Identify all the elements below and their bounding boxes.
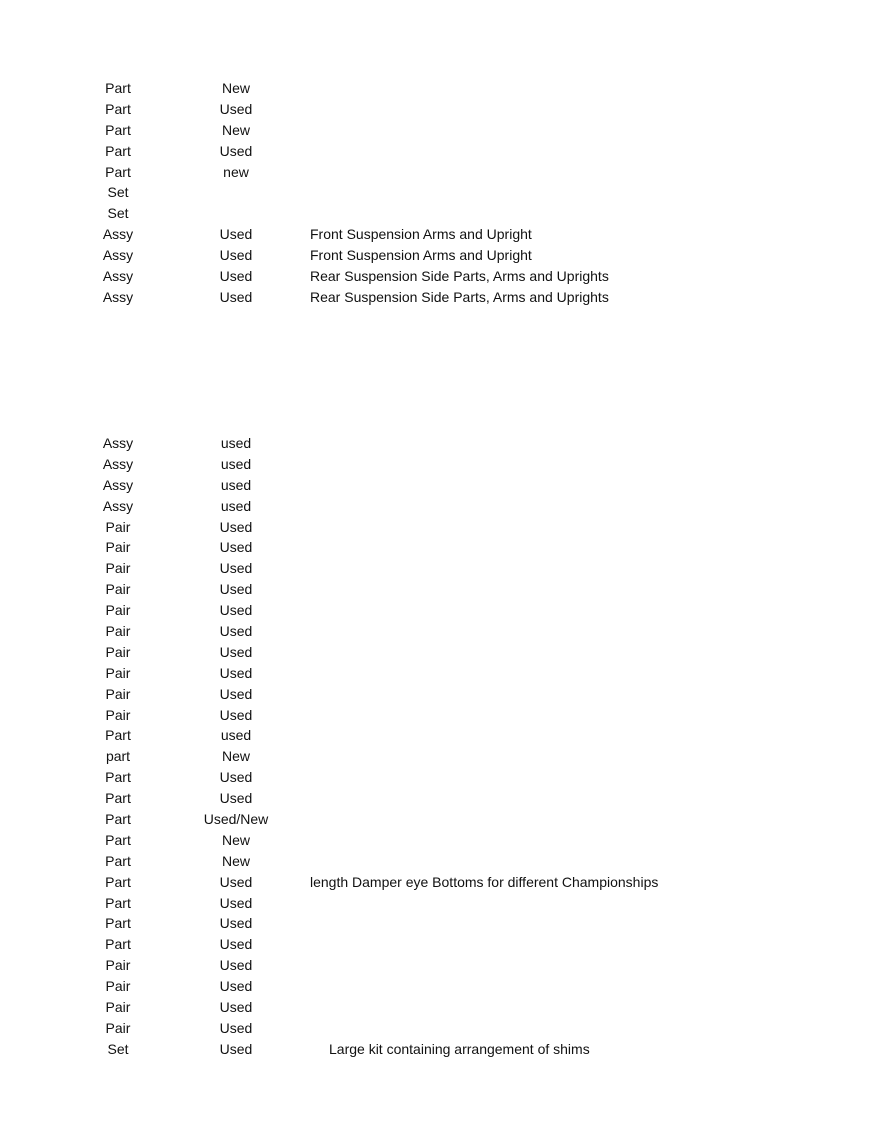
table-row [0, 746, 880, 767]
table-row [0, 537, 880, 558]
unit-cell: Assy [102, 226, 134, 243]
unit-cell: Pair [105, 664, 131, 681]
unit-cell: Part [105, 790, 131, 807]
unit-cell: Assy [102, 268, 134, 285]
unit-cell: Part [105, 80, 131, 96]
table-row [0, 99, 880, 120]
table-row [0, 266, 880, 287]
unit-cell: Part [105, 915, 131, 932]
condition-cell: Used [219, 1019, 253, 1036]
condition-cell: Used [219, 790, 253, 807]
unit-cell: Assy [102, 288, 134, 305]
condition-cell: Used [219, 999, 253, 1016]
condition-cell: used [220, 497, 252, 514]
condition-cell: Used [219, 873, 253, 890]
unit-cell: Pair [105, 978, 131, 995]
unit-cell: Pair [105, 602, 131, 619]
table-row [0, 245, 880, 266]
table-row [0, 579, 880, 600]
table-row [0, 830, 880, 851]
unit-cell: Part [105, 727, 131, 744]
table-row [0, 600, 880, 621]
unit-cell: Pair [105, 643, 131, 660]
table-row [0, 203, 880, 224]
table-row [0, 517, 880, 538]
table-row [0, 934, 880, 955]
table-row [0, 558, 880, 579]
condition-cell: Used [219, 100, 253, 117]
table-row [0, 141, 880, 162]
table-row [0, 642, 880, 663]
unit-cell: Part [105, 100, 131, 117]
unit-cell: Pair [105, 581, 131, 598]
condition-cell: Used [219, 894, 253, 911]
table-row [0, 182, 880, 203]
condition-cell: New [221, 831, 251, 848]
condition-cell: Used [219, 288, 253, 305]
table-row [0, 997, 880, 1018]
condition-cell: Used [219, 226, 253, 243]
condition-cell: Used [219, 936, 253, 953]
condition-cell: Used [219, 539, 253, 556]
note-cell: length Damper eye Bottoms for different Championships [310, 873, 659, 890]
condition-cell: new [223, 163, 249, 180]
table-row [0, 684, 880, 705]
table-row [0, 705, 880, 726]
condition-cell: Used [219, 957, 253, 974]
unit-cell: part [105, 748, 131, 765]
unit-cell: Part [105, 831, 131, 848]
unit-cell: Part [105, 163, 131, 180]
unit-cell: Pair [105, 623, 131, 640]
table-row [0, 725, 880, 746]
condition-cell: Used [219, 560, 253, 577]
condition-cell: Used [219, 664, 253, 681]
condition-cell: Used [219, 978, 253, 995]
table-row [0, 893, 880, 914]
table-row [0, 287, 880, 308]
unit-cell: Part [105, 936, 131, 953]
table-row [0, 120, 880, 141]
condition-cell: Used [219, 247, 253, 264]
condition-cell: Used [219, 769, 253, 786]
condition-cell: New [221, 80, 251, 96]
condition-cell: Used [219, 602, 253, 619]
unit-cell: Assy [102, 435, 134, 451]
condition-cell: Used [219, 1040, 253, 1057]
table-row [0, 955, 880, 976]
table-row [0, 1039, 880, 1060]
parts-table-bottom [0, 433, 880, 1060]
table-row [0, 872, 880, 893]
note-cell: Rear Suspension Side Parts, Arms and Uprights [310, 268, 609, 285]
condition-cell: Used [219, 706, 253, 723]
table-row [0, 809, 880, 830]
condition-cell: Used [219, 643, 253, 660]
condition-cell: used [220, 455, 252, 472]
table-row [0, 788, 880, 809]
condition-cell: Used [219, 685, 253, 702]
table-row [0, 913, 880, 934]
unit-cell: Part [105, 852, 131, 869]
table-row [0, 78, 880, 99]
unit-cell: Pair [105, 539, 131, 556]
unit-cell: Part [105, 142, 131, 159]
table-row [0, 224, 880, 245]
unit-cell: Pair [105, 706, 131, 723]
table-row [0, 976, 880, 997]
condition-cell: New [221, 748, 251, 765]
table-row [0, 496, 880, 517]
condition-cell: New [221, 852, 251, 869]
unit-cell: Part [105, 811, 131, 828]
unit-cell: Set [107, 1040, 129, 1057]
table-row [0, 475, 880, 496]
unit-cell: Assy [102, 247, 134, 264]
unit-cell: Part [105, 121, 131, 138]
condition-cell: used [220, 435, 252, 451]
unit-cell: Pair [105, 560, 131, 577]
unit-cell: Assy [102, 497, 134, 514]
unit-cell: Part [105, 894, 131, 911]
table-row [0, 162, 880, 183]
condition-cell: Used/New [203, 811, 269, 828]
table-row [0, 454, 880, 475]
condition-cell: used [220, 727, 252, 744]
table-row [0, 1018, 880, 1039]
parts-table-top [0, 78, 880, 308]
unit-cell: Pair [105, 999, 131, 1016]
condition-cell: Used [219, 142, 253, 159]
unit-cell: Set [107, 205, 129, 222]
unit-cell: Pair [105, 1019, 131, 1036]
table-row [0, 621, 880, 642]
unit-cell: Part [105, 873, 131, 890]
condition-cell: Used [219, 581, 253, 598]
note-cell: Large kit containing arrangement of shims [329, 1040, 590, 1057]
unit-cell: Pair [105, 685, 131, 702]
note-cell: Rear Suspension Side Parts, Arms and Uprights [310, 288, 609, 305]
unit-cell: Assy [102, 455, 134, 472]
condition-cell: Used [219, 518, 253, 535]
table-row [0, 663, 880, 684]
note-cell: Front Suspension Arms and Upright [310, 247, 532, 264]
unit-cell: Part [105, 769, 131, 786]
unit-cell: Assy [102, 476, 134, 493]
unit-cell: Set [107, 184, 129, 201]
table-row [0, 433, 880, 454]
condition-cell: Used [219, 623, 253, 640]
condition-cell: used [220, 476, 252, 493]
table-row [0, 767, 880, 788]
note-cell: Front Suspension Arms and Upright [310, 226, 532, 243]
unit-cell: Pair [105, 957, 131, 974]
table-row [0, 851, 880, 872]
condition-cell: Used [219, 268, 253, 285]
unit-cell: Pair [105, 518, 131, 535]
condition-cell: Used [219, 915, 253, 932]
condition-cell: New [221, 121, 251, 138]
